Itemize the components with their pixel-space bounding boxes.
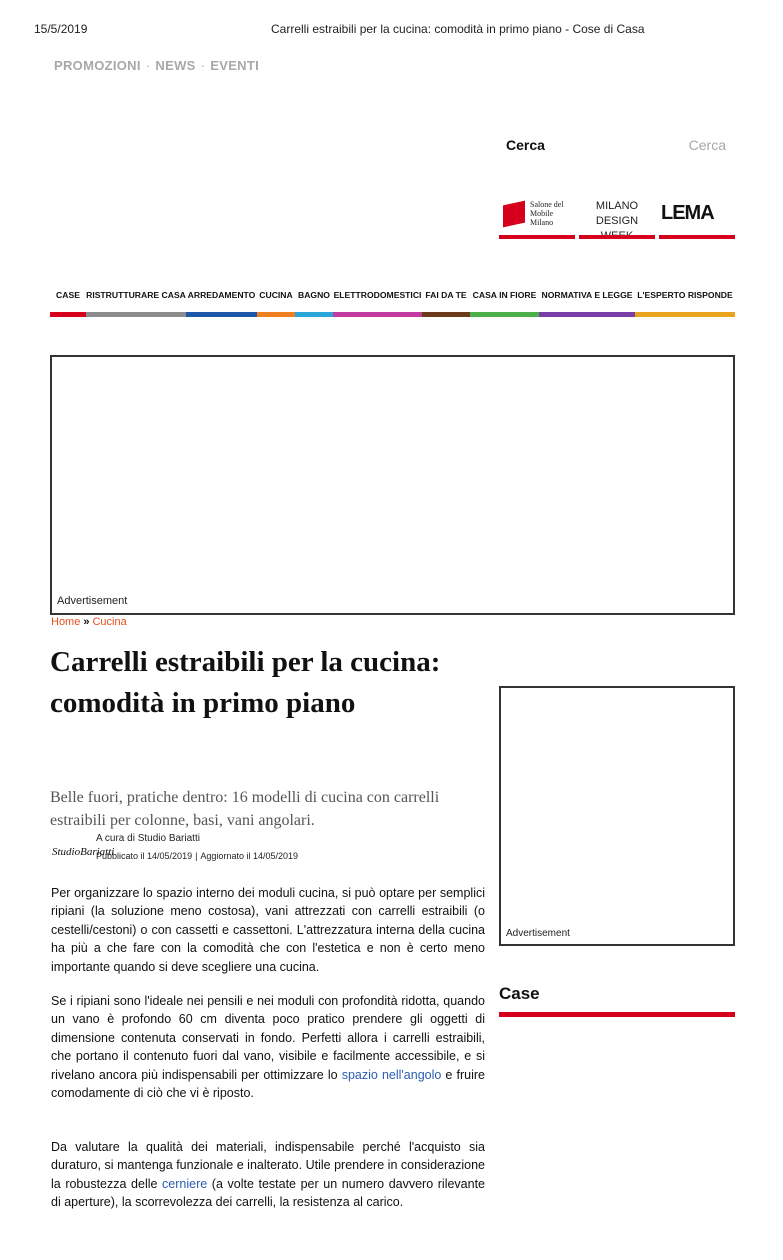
paragraph-text: Per organizzare lo spazio interno dei moduli cucina, si può optare per semplici ripiani (la soluzione meno costosa), vani attrezzati con carrelli estraibili (o cestelli/cestoni) o con cassetti e cassettoni. L'attrezzatura interna della cucina ha più a che fare con la comodità che con l'estetica e non è certo meno importante quando si deve scegliere una cucina. — [51, 886, 485, 974]
updated-date: Aggiornato il 14/05/2019 — [200, 851, 298, 861]
nav-label: CUCINA — [259, 290, 293, 300]
nav-item-normativa-e-legge[interactable] — [539, 290, 635, 320]
nav-color-bar — [50, 312, 86, 317]
nav-color-bar — [257, 312, 295, 317]
sponsor-bar — [579, 235, 655, 239]
salone-flag-icon — [503, 201, 525, 228]
nav-color-bar — [635, 312, 735, 317]
salone-logo-text: Salone del Mobile Milano — [530, 200, 564, 227]
article-paragraph — [51, 884, 485, 976]
top-nav-promozioni[interactable]: PROMOZIONI — [54, 58, 141, 73]
search-input[interactable] — [604, 133, 726, 157]
top-nav — [54, 58, 259, 73]
article-paragraph — [51, 992, 485, 1102]
lema-logo[interactable]: LEMA — [661, 202, 714, 224]
top-advertisement[interactable] — [50, 355, 735, 615]
nav-item-case[interactable] — [50, 290, 86, 320]
mdw-line-1: MILANO — [595, 200, 639, 212]
paragraph-text: Se i ripiani sono l'ideale nei pensili e nei moduli con profondità ridotta, quando un vano è profondo 60 cm diventa poco pratico prendere gli oggetti di dimensione contenuta conservati in fondo. Perfetti allora i carrelli estraibili, che portano il contenuto fuori dal vano, visibile e facilmente accessibile, e si rivelano ancora più indispensabili per ottimizzare lo — [51, 994, 485, 1082]
paragraph-text: e fruire comodamente di ciò che vi è riposto. — [51, 1067, 485, 1101]
print-date: 15/5/2019 — [34, 22, 88, 36]
salone-del-mobile-logo[interactable] — [499, 195, 576, 239]
nav-label: NORMATIVA E LEGGE — [541, 290, 633, 300]
breadcrumb — [51, 616, 127, 628]
top-nav-eventi[interactable]: EVENTI — [210, 58, 260, 73]
nav-color-bar — [422, 312, 470, 317]
published-date: Pubblicato il 14/05/2019 — [96, 851, 193, 861]
date-separator: | — [195, 851, 198, 861]
breadcrumb-category[interactable]: Cucina — [92, 616, 127, 628]
mdw-line-2: DESIGN — [595, 215, 639, 227]
sidebar-section-title[interactable]: Case — [499, 984, 540, 1003]
nav-color-bar — [186, 312, 257, 317]
top-nav-separator: · — [200, 58, 206, 73]
sidebar-advertisement[interactable] — [499, 686, 735, 946]
nav-color-bar — [86, 312, 186, 317]
nav-label: ELETTRODOMESTICI — [333, 290, 422, 300]
breadcrumb-separator: » — [83, 616, 90, 628]
nav-label: FAI DA TE — [425, 290, 467, 300]
article-subtitle: Belle fuori, pratiche dentro: 16 modelli di cucina con carrelli estraibili per colonne, basi, vani angolari. — [50, 789, 440, 829]
nav-item-arredamento[interactable] — [186, 290, 257, 320]
article-paragraph — [51, 1138, 485, 1212]
link-spazio-angolo[interactable]: spazio nell'angolo — [341, 1067, 442, 1082]
print-page-title: Carrelli estraibili per la cucina: comodità in primo piano - Cose di Casa — [271, 22, 645, 36]
nav-color-bar — [470, 312, 539, 317]
search-label: Cerca — [506, 137, 545, 153]
main-nav — [50, 290, 735, 320]
advertisement-label: Advertisement — [506, 928, 570, 939]
nav-item-cucina[interactable] — [257, 290, 295, 320]
nav-label: CASE — [56, 290, 80, 300]
paragraph-text: (a volte testate per un numero davvero rilevante di aperture), la scorrevolezza dei carrelli, la resistenza al carico. — [51, 1176, 486, 1210]
sponsor-bar — [499, 235, 575, 239]
nav-item-fai-da-te[interactable] — [422, 290, 470, 320]
nav-item-ristrutturare-casa[interactable] — [86, 290, 186, 320]
top-nav-separator: · — [145, 58, 151, 73]
nav-item-elettrodomestici[interactable] — [333, 290, 422, 320]
studio-bariatti-logo: StudioBariatti — [52, 846, 115, 858]
advertisement-label: Advertisement — [57, 595, 128, 607]
link-cerniere[interactable]: cerniere — [162, 1176, 208, 1191]
top-nav-news[interactable]: NEWS — [155, 58, 196, 73]
sponsor-bar — [659, 235, 735, 239]
byline-curator: A cura di Studio Bariatti — [96, 833, 200, 844]
sidebar-section-bar — [499, 1012, 735, 1017]
article-title: Carrelli estraibili per la cucina: comodità in primo piano — [50, 646, 441, 719]
paragraph-text: Da valutare la qualità dei materiali, indispensabile perché l'acquisto sia duraturo, si mantenga funzionale e inalterato. Utile prendere in considerazione la robustezza delle — [51, 1140, 485, 1191]
nav-label: RISTRUTTURARE CASA — [86, 290, 186, 300]
nav-item-bagno[interactable] — [295, 290, 333, 320]
nav-color-bar — [295, 312, 333, 317]
nav-label: BAGNO — [298, 290, 330, 300]
sponsor-strip — [499, 195, 735, 239]
nav-item-esperto-risponde[interactable] — [635, 290, 735, 320]
nav-color-bar — [539, 312, 635, 317]
nav-label: L'ESPERTO RISPONDE — [637, 290, 733, 300]
byline-dates — [96, 851, 298, 861]
nav-item-casa-in-fiore[interactable] — [470, 290, 539, 320]
nav-label: CASA IN FIORE — [472, 290, 537, 300]
nav-label: ARREDAMENTO — [187, 290, 256, 300]
breadcrumb-home[interactable]: Home — [51, 616, 81, 628]
nav-color-bar — [333, 312, 422, 317]
